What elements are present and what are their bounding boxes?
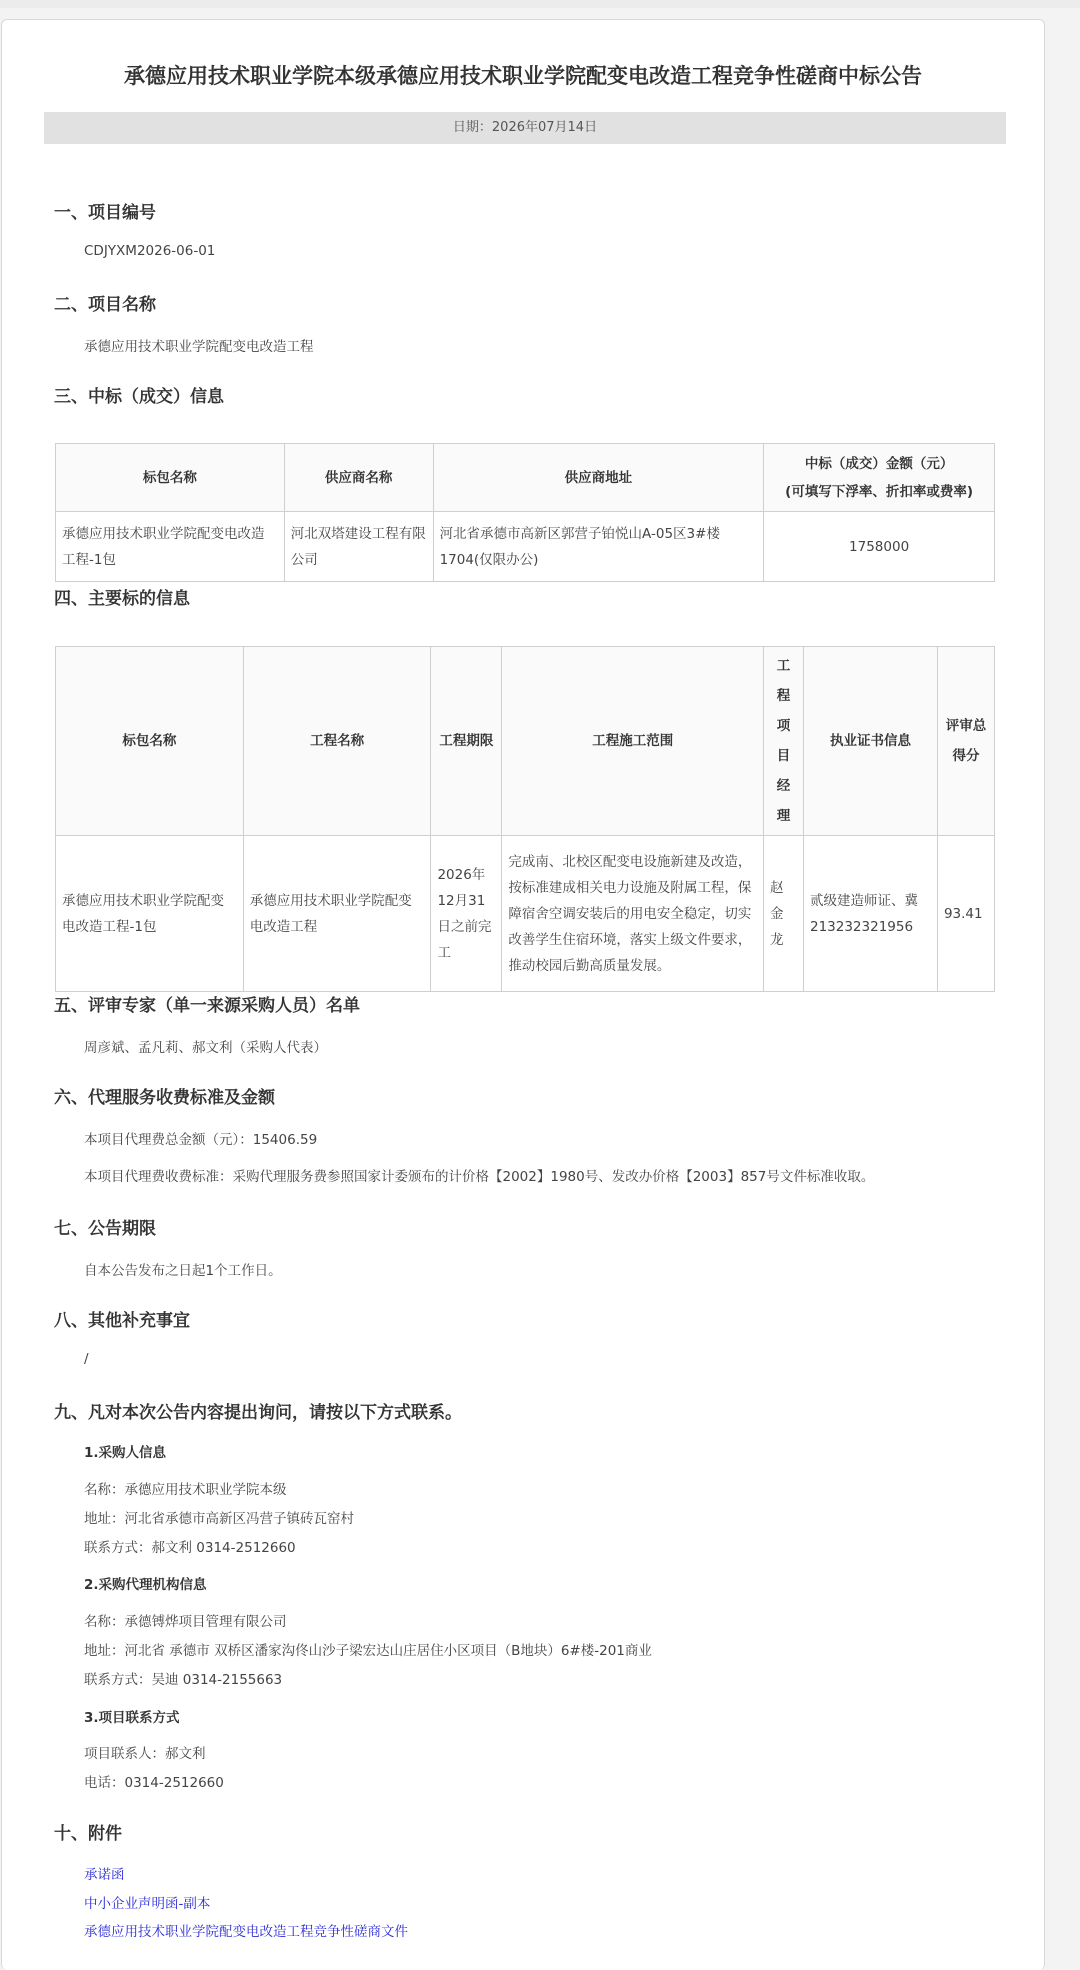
attachment-link[interactable]: 承诺函: [84, 1867, 125, 1883]
section-contact-heading: 九、凡对本次公告内容提出询问，请按以下方式联系。: [54, 1403, 462, 1423]
cell-award-amount: 1758000: [764, 512, 995, 582]
project-number: CDJYXM2026-06-01: [84, 243, 216, 259]
cell-package-name: 承德应用技术职业学院配变电改造工程-1包: [56, 512, 285, 582]
attachment-link[interactable]: 承德应用技术职业学院配变电改造工程竞争性磋商文件: [84, 1924, 408, 1940]
other-matters: /: [84, 1351, 89, 1367]
buyer-contact: 联系方式：郝文利 0314-2512660: [84, 1540, 296, 1556]
cell-duration: 2026年12月31日之前完工: [431, 836, 502, 992]
table-header-row: [56, 444, 995, 512]
agency-contact: 联系方式：吴迪 0314-2155663: [84, 1672, 283, 1688]
col-scope: 工程施工范围: [502, 647, 764, 836]
project-contact-person: 项目联系人：郝文利: [84, 1746, 206, 1762]
project-name: 承德应用技术职业学院配变电改造工程: [84, 339, 314, 355]
table-row: [56, 836, 995, 992]
cell-supplier-name: 河北双塔建设工程有限公司: [284, 512, 433, 582]
col-package-name: 标包名称: [56, 647, 244, 836]
section-project-name-heading: 二、项目名称: [54, 295, 156, 315]
project-contact-title: 3.项目联系方式: [84, 1710, 180, 1726]
agency-fee-standard: 本项目代理费收费标准：采购代理服务费参照国家计委颁布的计价格【2002】1980号、发改办价格【2003】857号文件标准收取。: [84, 1169, 875, 1185]
award-table: [55, 443, 995, 582]
col-duration: 工程期限: [431, 647, 502, 836]
section-other-matters-heading: 八、其他补充事宜: [54, 1311, 190, 1331]
cell-supplier-address: 河北省承德市高新区郭营子铂悦山A-05区3#楼1704(仅限办公): [433, 512, 764, 582]
cell-certificate: 贰级建造师证、冀213232321956: [803, 836, 937, 992]
section-experts-heading: 五、评审专家（单一来源采购人员）名单: [54, 996, 360, 1016]
col-award-amount-label: 中标（成交）金额（元）: [804, 455, 954, 472]
date-bar: 日期：2026年07月14日: [44, 112, 1006, 144]
col-package-name: 标包名称: [56, 444, 285, 512]
agency-fee-amount: 本项目代理费总金额（元）：15406.59: [84, 1132, 318, 1148]
experts-list: 周彦斌、孟凡莉、郝文利（采购人代表）: [84, 1040, 327, 1056]
agency-info-title: 2.采购代理机构信息: [84, 1577, 207, 1593]
cell-project-name: 承德应用技术职业学院配变电改造工程: [243, 836, 431, 992]
col-award-amount-note: (可填写下浮率、折扣率或费率): [785, 483, 974, 500]
buyer-info-title: 1.采购人信息: [84, 1445, 167, 1461]
attachment-link[interactable]: 中小企业声明函-副本: [84, 1896, 211, 1912]
table-header-row: [56, 647, 995, 836]
section-award-heading: 三、中标（成交）信息: [54, 387, 224, 407]
col-manager: 工程项目经理: [764, 647, 804, 836]
section-agency-fee-heading: 六、代理服务收费标准及金额: [54, 1088, 275, 1108]
col-score: 评审总得分: [937, 647, 994, 836]
agency-name: 名称：承德镈烨项目管理有限公司: [84, 1614, 287, 1630]
col-supplier-address: 供应商地址: [433, 444, 764, 512]
buyer-name: 名称：承德应用技术职业学院本级: [84, 1482, 287, 1498]
project-contact-phone: 电话：0314-2512660: [84, 1775, 224, 1791]
section-attachments-heading: 十、附件: [54, 1824, 122, 1844]
cell-scope: 完成南、北校区配变电设施新建及改造，按标准建成相关电力设施及附属工程，保障宿舍空调安装后的用电安全稳定，切实改善学生住宿环境，落实上级文件要求，推动校园后勤高质量发展。: [502, 836, 764, 992]
top-strip: [0, 0, 1080, 8]
col-supplier-name: 供应商名称: [284, 444, 433, 512]
table-row: [56, 512, 995, 582]
section-notice-period-heading: 七、公告期限: [54, 1219, 156, 1239]
col-project-name: 工程名称: [243, 647, 431, 836]
cell-score: 93.41: [937, 836, 994, 992]
notice-period: 自本公告发布之日起1个工作日。: [84, 1263, 282, 1279]
agency-address: 地址：河北省 承德市 双桥区潘家沟佟山沙子梁宏达山庄居住小区项目（B地块）6#楼-201商业: [84, 1643, 652, 1659]
col-award-amount: [764, 444, 995, 512]
announcement-card: [1, 19, 1045, 1970]
col-certificate: 执业证书信息: [803, 647, 937, 836]
section-project-number-heading: 一、项目编号: [54, 203, 156, 223]
buyer-address: 地址：河北省承德市高新区冯营子镇砖瓦窑村: [84, 1511, 354, 1527]
page-title: 承德应用技术职业学院本级承德应用技术职业学院配变电改造工程竞争性磋商中标公告: [124, 64, 922, 88]
subject-info-table: [55, 646, 995, 992]
cell-manager: 赵金龙: [764, 836, 804, 992]
cell-package-name: 承德应用技术职业学院配变电改造工程-1包: [56, 836, 244, 992]
section-subject-info-heading: 四、主要标的信息: [54, 589, 190, 609]
